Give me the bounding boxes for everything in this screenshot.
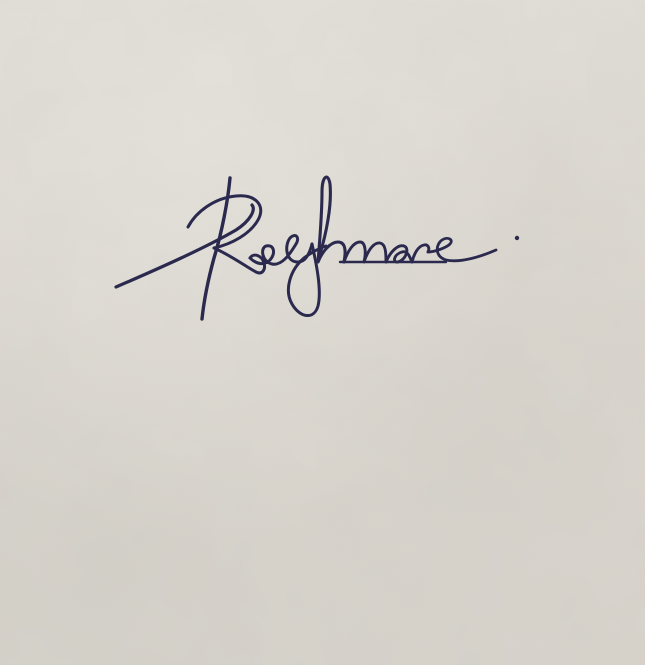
signature-r-leg (214, 248, 265, 273)
signature-h-ascender (318, 177, 345, 262)
signature-dot (515, 236, 519, 240)
signature-m-humps (344, 242, 386, 262)
signature-a-loop (386, 246, 412, 262)
signature-lead-stroke (116, 205, 253, 287)
signature-e-tail (428, 238, 496, 260)
signature-r-small (412, 245, 429, 262)
